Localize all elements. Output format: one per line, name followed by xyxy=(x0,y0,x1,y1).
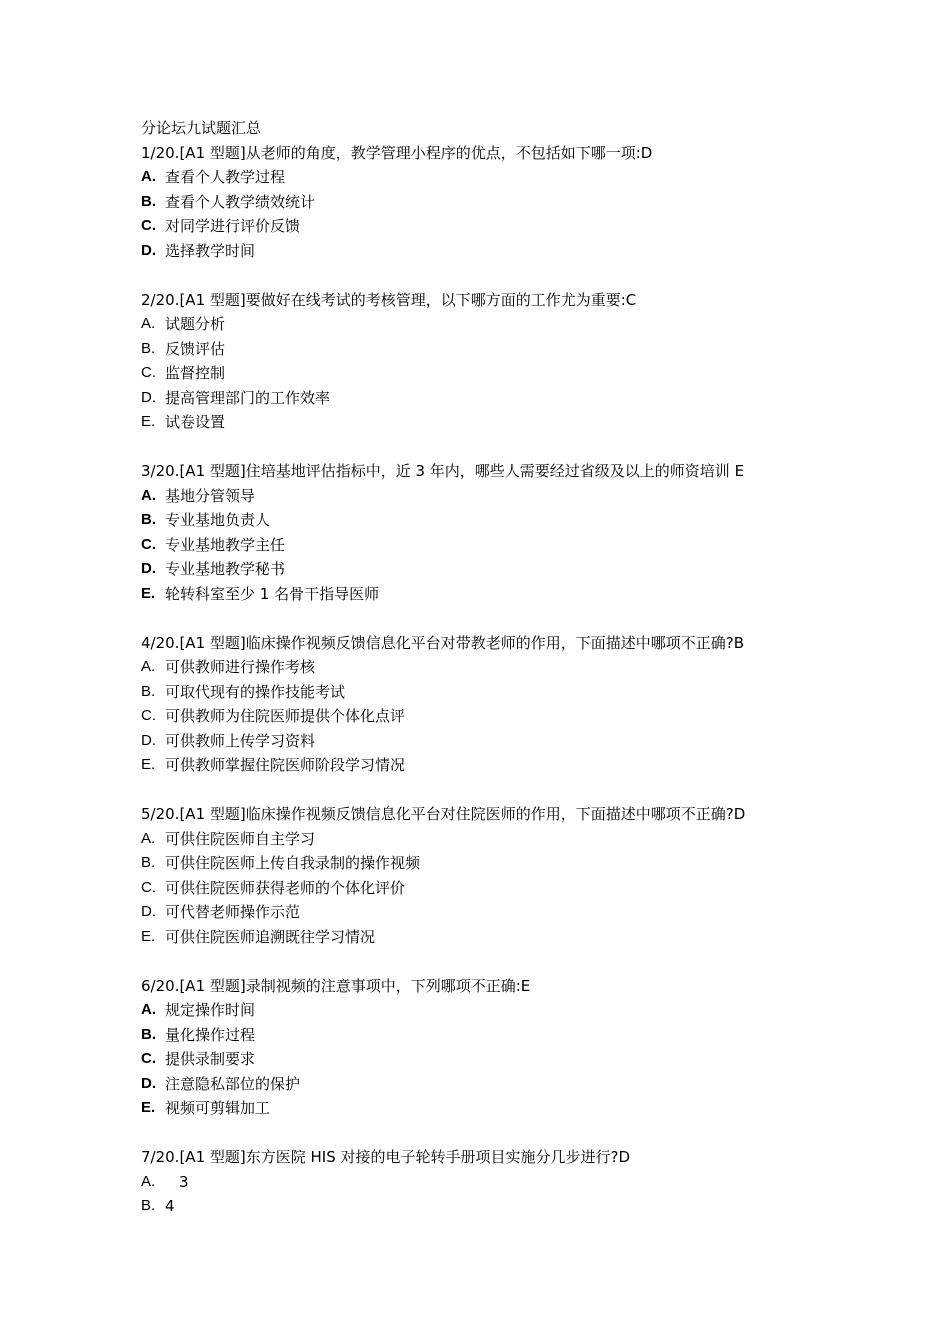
option-b xyxy=(141,508,841,533)
option-e xyxy=(141,582,841,607)
option-text: 可代替老师操作示范 xyxy=(165,903,301,921)
option-c xyxy=(141,704,841,729)
option-text: 专业基地负责人 xyxy=(165,511,271,529)
option-text: 量化操作过程 xyxy=(165,1025,256,1044)
option-c xyxy=(141,533,841,558)
option-text: 反馈评估 xyxy=(165,339,226,358)
option-text: 提供录制要求 xyxy=(165,1050,256,1068)
option-text: 试卷设置 xyxy=(165,413,226,431)
option-b xyxy=(141,1023,841,1048)
option-c xyxy=(141,876,841,901)
option-text: 注意隐私部位的保护 xyxy=(165,1074,301,1093)
question-text: 4/20.[A1 型题]临床操作视频反馈信息化平台对带教老师的作用，下面描述中哪项不正确?B xyxy=(141,633,744,652)
option-text: 可供教师掌握住院医师阶段学习情况 xyxy=(165,756,406,774)
option-e xyxy=(141,1096,841,1121)
option-letter: B. xyxy=(141,1197,156,1214)
option-letter: A. xyxy=(141,486,156,504)
option-letter: A. xyxy=(141,658,156,675)
option-letter: D. xyxy=(141,560,156,577)
option-b xyxy=(141,190,841,215)
question-text: 3/20.[A1 型题]住培基地评估指标中，近 3 年内，哪些人需要经过省级及以上的师资培训 E xyxy=(141,462,745,480)
question-1 xyxy=(141,141,841,264)
option-d xyxy=(141,900,841,925)
option-d xyxy=(141,239,841,264)
option-text: 对同学进行评价反馈 xyxy=(165,217,301,235)
option-b xyxy=(141,337,841,362)
option-a xyxy=(141,1170,841,1195)
option-b xyxy=(141,680,841,705)
option-letter: C. xyxy=(141,878,156,896)
option-letter: C. xyxy=(141,707,156,724)
option-letter: A. xyxy=(141,829,156,847)
option-a xyxy=(141,998,841,1023)
option-letter: E. xyxy=(141,1099,156,1116)
option-text: 4 xyxy=(165,1197,175,1215)
option-text: 可供住院医师获得老师的个体化评价 xyxy=(165,878,406,897)
option-letter: C. xyxy=(141,217,156,234)
option-b xyxy=(141,1194,841,1219)
option-text: 查看个人教学过程 xyxy=(165,168,286,186)
option-d xyxy=(141,386,841,411)
option-letter: D. xyxy=(141,241,156,259)
option-a xyxy=(141,165,841,190)
option-text: 可供住院医师追溯既往学习情况 xyxy=(165,927,376,946)
option-d xyxy=(141,729,841,754)
question-text: 6/20.[A1 型题]录制视频的注意事项中，下列哪项不正确:E xyxy=(141,976,531,995)
option-text: 可供住院医师上传自我录制的操作视频 xyxy=(165,854,421,872)
option-text: 专业基地教学秘书 xyxy=(165,560,286,578)
option-a xyxy=(141,312,841,337)
option-c xyxy=(141,361,841,386)
option-text: 选择教学时间 xyxy=(165,241,256,260)
option-letter: D. xyxy=(141,903,156,920)
option-letter: B. xyxy=(141,1025,156,1043)
option-letter: B. xyxy=(141,339,156,357)
option-text: 可供教师上传学习资料 xyxy=(165,731,316,750)
option-text: 可供教师进行操作考核 xyxy=(165,658,316,676)
question-2 xyxy=(141,288,841,435)
option-c xyxy=(141,1047,841,1072)
option-letter: D. xyxy=(141,731,156,749)
question-4 xyxy=(141,631,841,778)
option-c xyxy=(141,214,841,239)
option-letter: A. xyxy=(141,1001,156,1018)
option-letter: D. xyxy=(141,1074,156,1092)
option-text: 提高管理部门的工作效率 xyxy=(165,388,331,407)
option-letter: E. xyxy=(141,756,156,773)
option-text: 可供住院医师自主学习 xyxy=(165,829,316,848)
option-e xyxy=(141,753,841,778)
option-letter: E. xyxy=(141,927,156,945)
option-letter: C. xyxy=(141,1050,156,1067)
question-7 xyxy=(141,1145,841,1219)
question-text: 2/20.[A1 型题]要做好在线考试的考核管理，以下哪方面的工作尤为重要:C xyxy=(141,290,637,309)
option-letter: A. xyxy=(141,168,156,185)
option-a xyxy=(141,484,841,509)
option-letter: D. xyxy=(141,388,156,406)
question-5 xyxy=(141,802,841,949)
question-text: 7/20.[A1 型题]东方医院 HIS 对接的电子轮转手册项目实施分几步进行?D xyxy=(141,1148,631,1166)
option-b xyxy=(141,851,841,876)
document-content xyxy=(141,116,841,1243)
option-text: 基地分管领导 xyxy=(165,486,256,505)
option-d xyxy=(141,1072,841,1097)
option-d xyxy=(141,557,841,582)
option-text: 监督控制 xyxy=(165,364,226,382)
option-letter: C. xyxy=(141,535,156,553)
option-letter: A. xyxy=(141,315,156,332)
option-letter: B. xyxy=(141,511,156,528)
option-text: 视频可剪辑加工 xyxy=(165,1099,271,1117)
option-letter: B. xyxy=(141,854,156,871)
document-title: 分论坛九试题汇总 xyxy=(141,119,262,137)
question-text: 5/20.[A1 型题]临床操作视频反馈信息化平台对住院医师的作用，下面描述中哪项不正确?D xyxy=(141,805,746,823)
option-e xyxy=(141,925,841,950)
option-letter: E. xyxy=(141,584,156,602)
option-text: 轮转科室至少 1 名骨干指导医师 xyxy=(165,584,380,603)
option-text: 可取代现有的操作技能考试 xyxy=(165,682,346,701)
question-text: 1/20.[A1 型题]从老师的角度，教学管理小程序的优点，不包括如下哪一项:D xyxy=(141,143,653,162)
question-6 xyxy=(141,974,841,1121)
option-letter: E. xyxy=(141,413,156,430)
option-letter: B. xyxy=(141,682,156,700)
option-letter: B. xyxy=(141,192,156,210)
option-text: 查看个人教学绩效统计 xyxy=(165,192,316,211)
option-text: 专业基地教学主任 xyxy=(165,535,286,554)
option-letter: A. xyxy=(141,1172,156,1190)
option-a xyxy=(141,655,841,680)
question-3 xyxy=(141,459,841,606)
option-letter: C. xyxy=(141,364,156,381)
option-text: 3 xyxy=(179,1172,189,1191)
option-a xyxy=(141,827,841,852)
option-text: 可供教师为住院医师提供个体化点评 xyxy=(165,707,406,725)
option-e xyxy=(141,410,841,435)
option-text: 试题分析 xyxy=(165,315,226,333)
option-text: 规定操作时间 xyxy=(165,1001,256,1019)
